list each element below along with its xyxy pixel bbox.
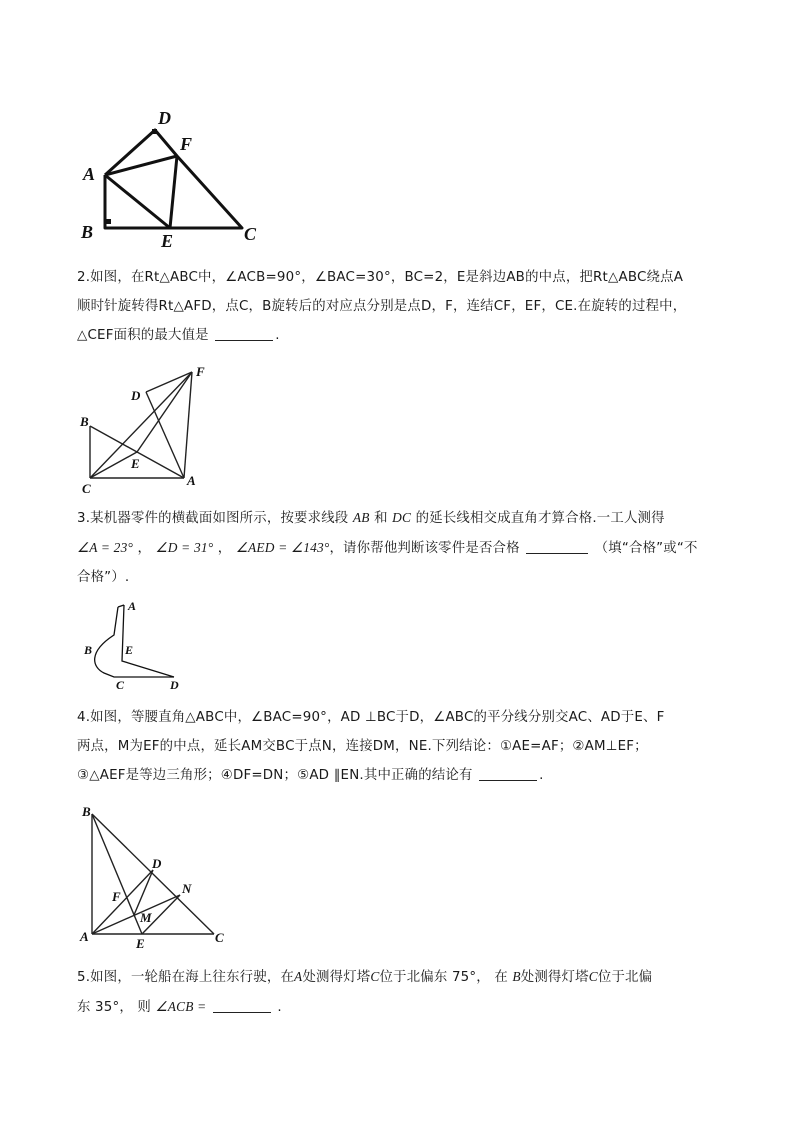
outer-edge: [95, 607, 174, 677]
q5-line2: [77, 992, 737, 1022]
q3-text-and: 和: [374, 511, 388, 526]
q5-text-f: 东 35°， 则: [77, 1000, 152, 1015]
right-angle-B: [106, 219, 111, 224]
q4-line3: [77, 761, 737, 790]
segment-AN: [92, 895, 180, 934]
figure-1-svg: [70, 100, 280, 250]
answer-blank-q4[interactable]: [479, 766, 537, 781]
q5-text-b: 处测得灯塔: [302, 970, 371, 985]
figure-2-svg: [76, 362, 216, 497]
q5-point-A: A: [294, 969, 303, 984]
q2-line1: 2.如图，在Rt△ABC中，∠ACB=90°，∠BAC=30°，BC=2，E是斜边AB的中点，把Rt△ABC绕点A: [77, 270, 684, 285]
q3-hint: （填“合格”或“不: [594, 541, 698, 556]
question-2: [77, 263, 737, 350]
figure-1-triangle-rotation: [70, 100, 280, 250]
q4-line3-text: ③△AEF是等边三角形；④DF=DN；⑤AD ∥EN.其中正确的结论有: [77, 768, 473, 783]
label-C: C: [116, 678, 125, 692]
q2-line2: 顺时针旋转得Rt△AFD，点C，B旋转后的对应点分别是点D，F，连结CF，EF，CE.在旋转的过程中，: [77, 299, 687, 314]
label-B: B: [84, 643, 93, 657]
q5-angle-ACB: ∠ACB =: [155, 999, 207, 1014]
segment-AE: [105, 175, 170, 228]
label-B: B: [81, 222, 94, 242]
segment-CE: [90, 452, 137, 478]
question-4: [77, 703, 737, 790]
label-E: E: [131, 456, 140, 471]
label-E: E: [161, 231, 174, 251]
figure-4-svg: [76, 800, 236, 950]
q5-text-d: 处测得灯塔: [520, 970, 589, 985]
q5-text-a: 5.如图，一轮船在海上往东行驶，在: [77, 970, 295, 985]
label-A: A: [187, 473, 196, 488]
label-B: B: [80, 414, 89, 429]
label-C: C: [82, 481, 91, 496]
q3-text-a: 3.某机器零件的横截面如图所示，按要求线段: [77, 511, 349, 526]
q4-period: .: [539, 768, 544, 783]
q2-line3-text: △CEF面积的最大值是: [77, 328, 209, 343]
label-D: D: [152, 856, 162, 871]
q4-line2: 两点，M为EF的中点，延长AM交BC于点N，连接DM，NE.下列结论：①AE=AF；②AM⊥EF；: [77, 739, 648, 754]
q5-period: .: [277, 1000, 282, 1015]
label-F: F: [112, 889, 121, 904]
label-A: A: [128, 599, 137, 613]
figure-2: [76, 362, 216, 497]
q3-text-b: 的延长线相交成直角才算合格.一工人测得: [415, 511, 665, 526]
q5-point-C2: C: [588, 969, 598, 984]
q3-segment-AB: AB: [352, 510, 370, 525]
right-angle-D: [152, 129, 157, 134]
q3-angle-A: ∠A = 23°: [77, 540, 134, 555]
label-F: F: [196, 364, 205, 379]
segment-AD: [146, 392, 184, 478]
q3-angle-AED: ∠AED = ∠143°: [235, 540, 330, 555]
q5-text-e: 位于北偏: [597, 970, 653, 985]
question-3: [77, 503, 737, 592]
figure-3-svg: [80, 597, 190, 692]
segment-FE: [170, 156, 177, 228]
top-edge: [118, 605, 124, 607]
label-E: E: [136, 936, 145, 951]
q3-text-c: ，请你帮他判断该零件是否合格: [329, 541, 520, 556]
answer-blank-q2[interactable]: [215, 326, 273, 341]
question-5: [77, 962, 737, 1022]
label-C: C: [215, 930, 224, 945]
q3-segment-DC: DC: [392, 510, 412, 525]
label-A: A: [80, 929, 89, 944]
label-B: B: [82, 804, 91, 819]
q3-line3: 合格”）.: [77, 570, 130, 585]
label-M: M: [140, 910, 152, 925]
q2-period: .: [275, 328, 280, 343]
answer-blank-q3[interactable]: [526, 539, 588, 554]
q3-line2: ∠A = 23° ， ∠D = 31° ， ∠AED = ∠143°，请你帮他判断该零件是否合格 （填“合格”或“不: [77, 540, 698, 556]
q3-angle-D: ∠D = 31°: [155, 540, 214, 555]
label-D: D: [158, 108, 171, 128]
label-N: N: [182, 881, 192, 896]
q5-point-B: B: [512, 969, 521, 984]
segment-BC: [92, 814, 214, 934]
label-F: F: [180, 134, 193, 154]
q2-line3: [77, 321, 737, 350]
label-D: D: [131, 388, 141, 403]
label-E: E: [125, 643, 134, 657]
label-C: C: [244, 224, 257, 244]
segment-BE: [92, 814, 142, 934]
q5-line1: [77, 962, 737, 992]
q4-line1: 4.如图，等腰直角△ABC中，∠BAC=90°，AD ⊥BC于D，∠ABC的平分线分别交AC、AD于E、F: [77, 710, 665, 725]
q3-line1: [77, 503, 737, 533]
label-A: A: [83, 164, 96, 184]
inner-edge: [122, 605, 174, 677]
q5-text-c: 位于北偏东 75°， 在: [379, 970, 508, 985]
label-D: D: [170, 678, 179, 692]
segment-FA: [184, 372, 192, 478]
figure-4-isosceles-right-triangle: [76, 800, 236, 950]
figure-3-machine-part: [80, 597, 190, 692]
q5-point-C: C: [370, 969, 380, 984]
answer-blank-q5[interactable]: [213, 998, 271, 1013]
